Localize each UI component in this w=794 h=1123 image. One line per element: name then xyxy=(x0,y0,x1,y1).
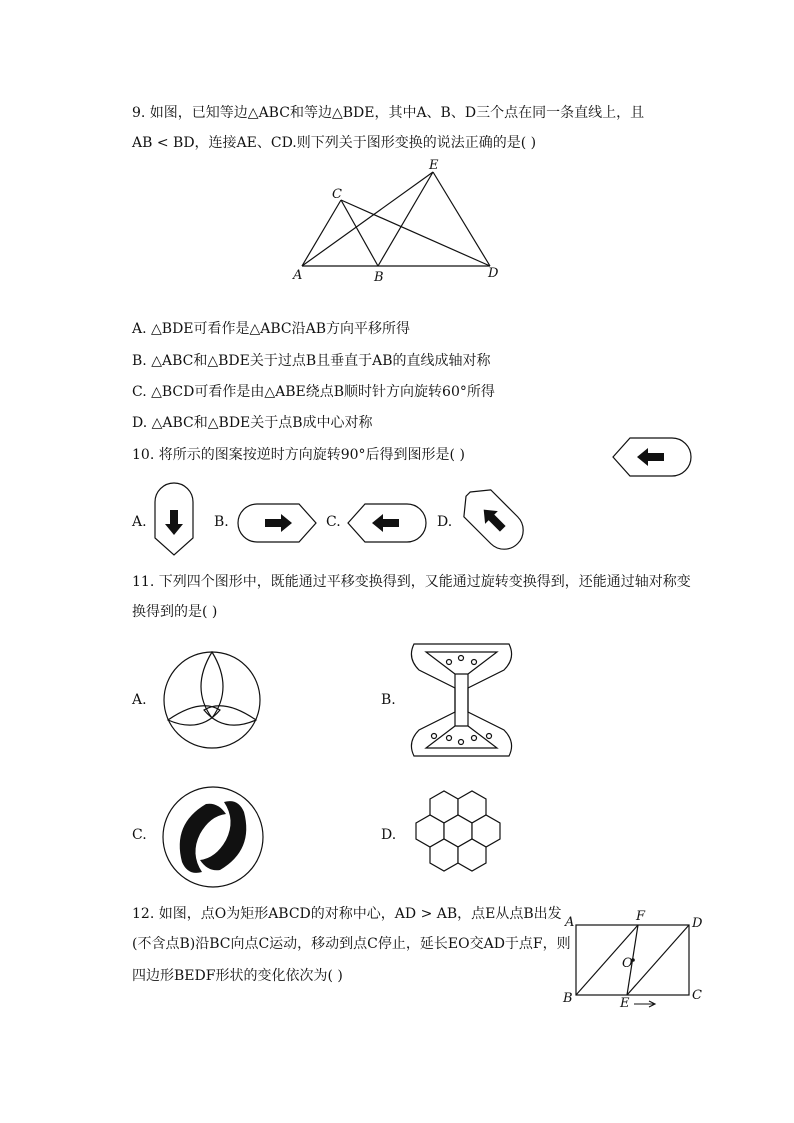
q9-label-e: E xyxy=(429,158,439,173)
q10-label-d: D. xyxy=(437,514,453,530)
q9-stem-line1: 9. 如图，已知等边△ABC和等边△BDE，其中A、B、D三个点在同一条直线上，且 xyxy=(132,105,645,121)
q10-original-arrow-figure xyxy=(610,435,695,480)
q11-option-b-figure xyxy=(404,640,519,760)
q12-stem-line1: 12. 如图，点O为矩形ABCD的对称中心，AD > AB，点E从点B出发 xyxy=(132,906,562,922)
q11-label-d: D. xyxy=(381,827,397,843)
q12-stem-line3: 四边形BEDF形状的变化依次为( ) xyxy=(132,968,343,984)
q9-triangle-figure xyxy=(285,155,510,285)
q9-option-c: C. △BCD可看作是由△ABE绕点B顺时针方向旋转60°所得 xyxy=(132,384,495,400)
q9-option-d: D. △ABC和△BDE关于点B成中心对称 xyxy=(132,415,373,431)
q9-stem-line2: AB < BD，连接AE、CD.则下列关于图形变换的说法正确的是( ) xyxy=(132,135,537,151)
q10-label-b: B. xyxy=(214,514,229,530)
q9-option-a: A. △BDE可看作是△ABC沿AB方向平移所得 xyxy=(132,321,411,337)
q12-stem-line2: (不含点B)沿BC向点C运动，移动到点C停止，延长EO交AD于点F，则 xyxy=(132,936,571,952)
q11-label-b: B. xyxy=(381,692,396,708)
q11-label-c: C. xyxy=(132,827,147,843)
q10-label-a: A. xyxy=(132,514,147,530)
q12-label-a: A xyxy=(565,915,575,930)
q12-label-e: E xyxy=(620,996,630,1011)
q10-label-c: C. xyxy=(326,514,341,530)
q10-stem: 10. 将所示的图案按逆时方向旋转90°后得到图形是( ) xyxy=(132,447,465,463)
q12-label-f: F xyxy=(636,909,646,924)
q9-label-d: D xyxy=(488,266,499,281)
q10-option-d-figure xyxy=(458,485,533,557)
q12-label-o: O xyxy=(622,956,633,971)
q11-stem-line1: 11. 下列四个图形中，既能通过平移变换得到，又能通过旋转变换得到，还能通过轴对称变 xyxy=(132,574,691,590)
q10-option-a-figure xyxy=(152,482,197,558)
q9-label-a: A xyxy=(293,268,303,283)
q11-option-c-figure xyxy=(160,784,266,890)
q11-option-d-figure xyxy=(408,784,520,890)
q9-label-b: B xyxy=(374,270,384,285)
q9-option-b: B. △ABC和△BDE关于过点B且垂直于AB的直线成轴对称 xyxy=(132,353,491,369)
q11-option-a-figure xyxy=(160,648,264,752)
q9-label-c: C xyxy=(332,187,342,202)
q12-label-b: B xyxy=(563,991,573,1006)
q12-rectangle-figure xyxy=(558,908,708,1013)
q10-option-c-figure xyxy=(345,501,430,546)
q10-option-b-figure xyxy=(235,501,320,546)
q11-label-a: A. xyxy=(132,692,147,708)
q11-stem-line2: 换得到的是( ) xyxy=(132,604,218,620)
q12-label-c: C xyxy=(692,988,702,1003)
q12-label-d: D xyxy=(692,916,703,931)
